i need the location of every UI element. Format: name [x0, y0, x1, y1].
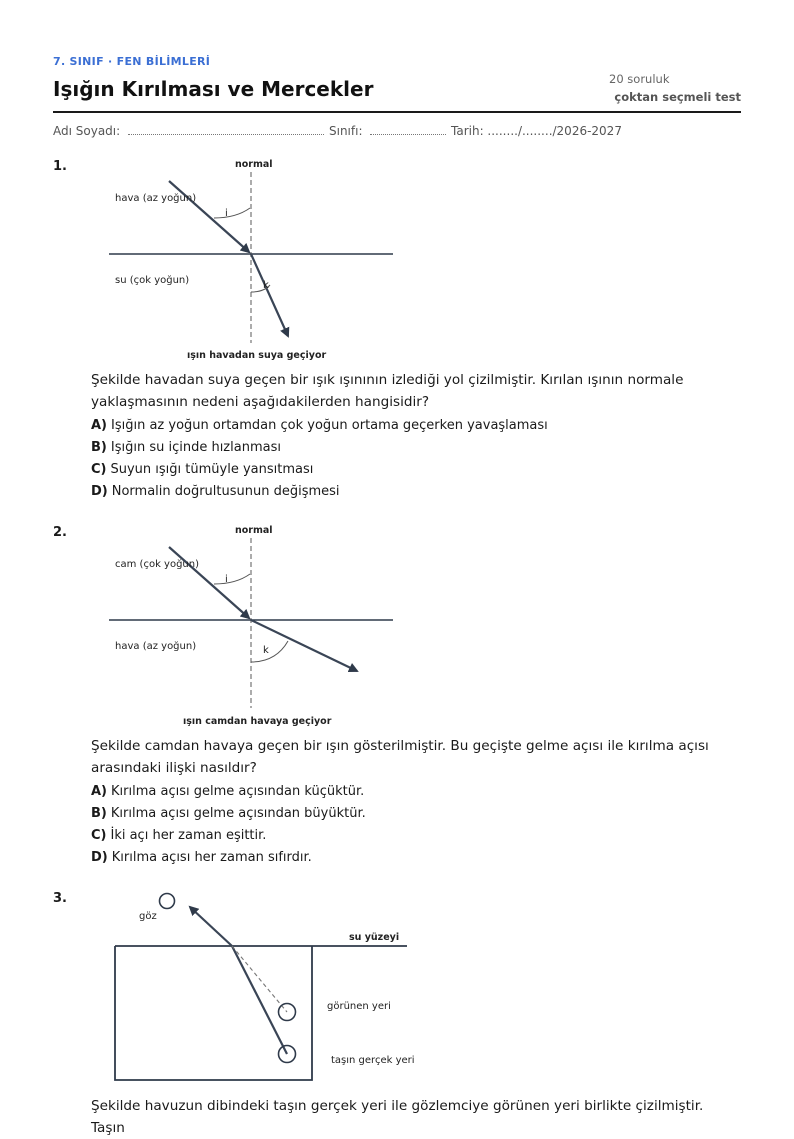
q3-real-label: taşın gerçek yeri [331, 1055, 415, 1066]
q2-angle-k: k [263, 645, 269, 656]
q2-option-c[interactable]: C) İki açı her zaman eşittir. [91, 828, 267, 843]
date-label: Tarih: ......../......../2026-2027 [451, 124, 622, 138]
question-3-number: 3. [53, 891, 67, 906]
q3-pool-outline [115, 946, 312, 1080]
q1-option-d[interactable]: D) Normalin doğrultusunun değişmesi [91, 484, 340, 499]
q2-caption: ışın camdan havaya geçiyor [183, 716, 332, 727]
q2-bottom-medium: hava (az yoğun) [115, 641, 197, 652]
q1-angle-k: k [263, 280, 269, 291]
q3-surface-label: su yüzeyi [349, 932, 400, 943]
q1-option-a[interactable]: A) Işığın az yoğun ortamdan çok yoğun ortama geçerken yavaşlaması [91, 418, 548, 433]
q2-top-medium: cam (çok yoğun) [115, 559, 199, 570]
test-type: çoktan seçmeli test [614, 90, 741, 104]
q2-angle-i: i [225, 574, 228, 585]
question-3-text: Şekilde havuzun dibindeki taşın gerçek yeri ile gözlemciye görünen yeri birlikte çizilmiştir. Taşın [91, 1098, 704, 1136]
q1-caption: ışın havadan suya geçiyor [187, 350, 327, 361]
class-label: Sınıfı: [329, 124, 363, 138]
q3-ray-underwater [232, 946, 287, 1054]
q1-normal-label: normal [235, 159, 273, 170]
question-1-number: 1. [53, 159, 67, 174]
q2-option-b[interactable]: B) Kırılma açısı gelme açısından büyüktür. [91, 806, 366, 821]
page-title: Işığın Kırılması ve Mercekler [53, 77, 374, 101]
question-2-text: Şekilde camdan havaya geçen bir ışın gösterilmiştir. Bu geçişte gelme açısı ile kırılma açısı arasındaki ilişki nasıldır? [91, 738, 709, 776]
q3-apparent-label: görünen yeri [327, 1001, 391, 1012]
q2-option-d[interactable]: D) Kırılma açısı her zaman sıfırdır. [91, 850, 312, 865]
q1-bottom-medium: su (çok yoğun) [115, 275, 190, 286]
q1-top-medium: hava (az yoğun) [115, 193, 197, 204]
worksheet-page: 7. SINIF · FEN BİLİMLERİ Işığın Kırılması ve Mercekler 20 soruluk çoktan seçmeli test Adı Soyadı: Sınıfı: Tarih: ......../......../2026-2027 1. normal i k hava (az yoğun) su (çok yoğun) ışın havadan suya geçiyor Şekilde havadan suya geçen bir ışık ışınının izlediği yol çizilmiştir. Kırılan ışının normale yaklaşmasının nedeni aşağıdakilerden hangisidir? A) Işığın az yoğun ortamdan çok yoğun ortama geçerken yavaşlaması B) Işığın su içinde hızlanması C) Suyun ışığı tümüyle yansıtması D) Normalin doğrultusunun değişmesi 2. normal i k cam (çok yoğun) hava (az yoğun) ışın camdan havaya geçiyor Şekilde camdan havaya geçen bir ışın gösterilmiştir. Bu geçişte gelme açısı ile kırılma açısı arasındaki ilişki nasıldır? A) Kırılma açısı gelme açısından küçüktür. B) Kırılma açısı gelme açısından büyüktür. C) İki açı her zaman eşittir. D) Kırılma açısı her zaman sıfırdır. 3. göz su yüzeyi görünen yeri taşın gerçek yeri Şekilde havuzun dibindeki taşın gerçek yeri ile gözlemciye görünen yeri birlikte çizilmiştir. Taşın [0, 0, 794, 1123]
question-2-number: 2. [53, 525, 67, 540]
q3-ray-air [190, 907, 232, 946]
name-label: Adı Soyadı: [53, 124, 121, 138]
subject-label: 7. SINIF · FEN BİLİMLERİ [53, 55, 211, 68]
q2-normal-label: normal [235, 525, 273, 536]
q3-eye-label: göz [139, 911, 157, 922]
eye-icon [160, 894, 175, 909]
q1-option-b[interactable]: B) Işığın su içinde hızlanması [91, 440, 281, 455]
question-1-text: Şekilde havadan suya geçen bir ışık ışınının izlediği yol çizilmiştir. Kırılan ışının normale yaklaşmasının nedeni aşağıdakilerden hangisidir? [91, 372, 684, 410]
q2-option-a[interactable]: A) Kırılma açısı gelme açısından küçüktür. [91, 784, 365, 799]
q1-angle-i: i [225, 208, 228, 219]
q1-option-c[interactable]: C) Suyun ışığı tümüyle yansıtması [91, 462, 314, 477]
